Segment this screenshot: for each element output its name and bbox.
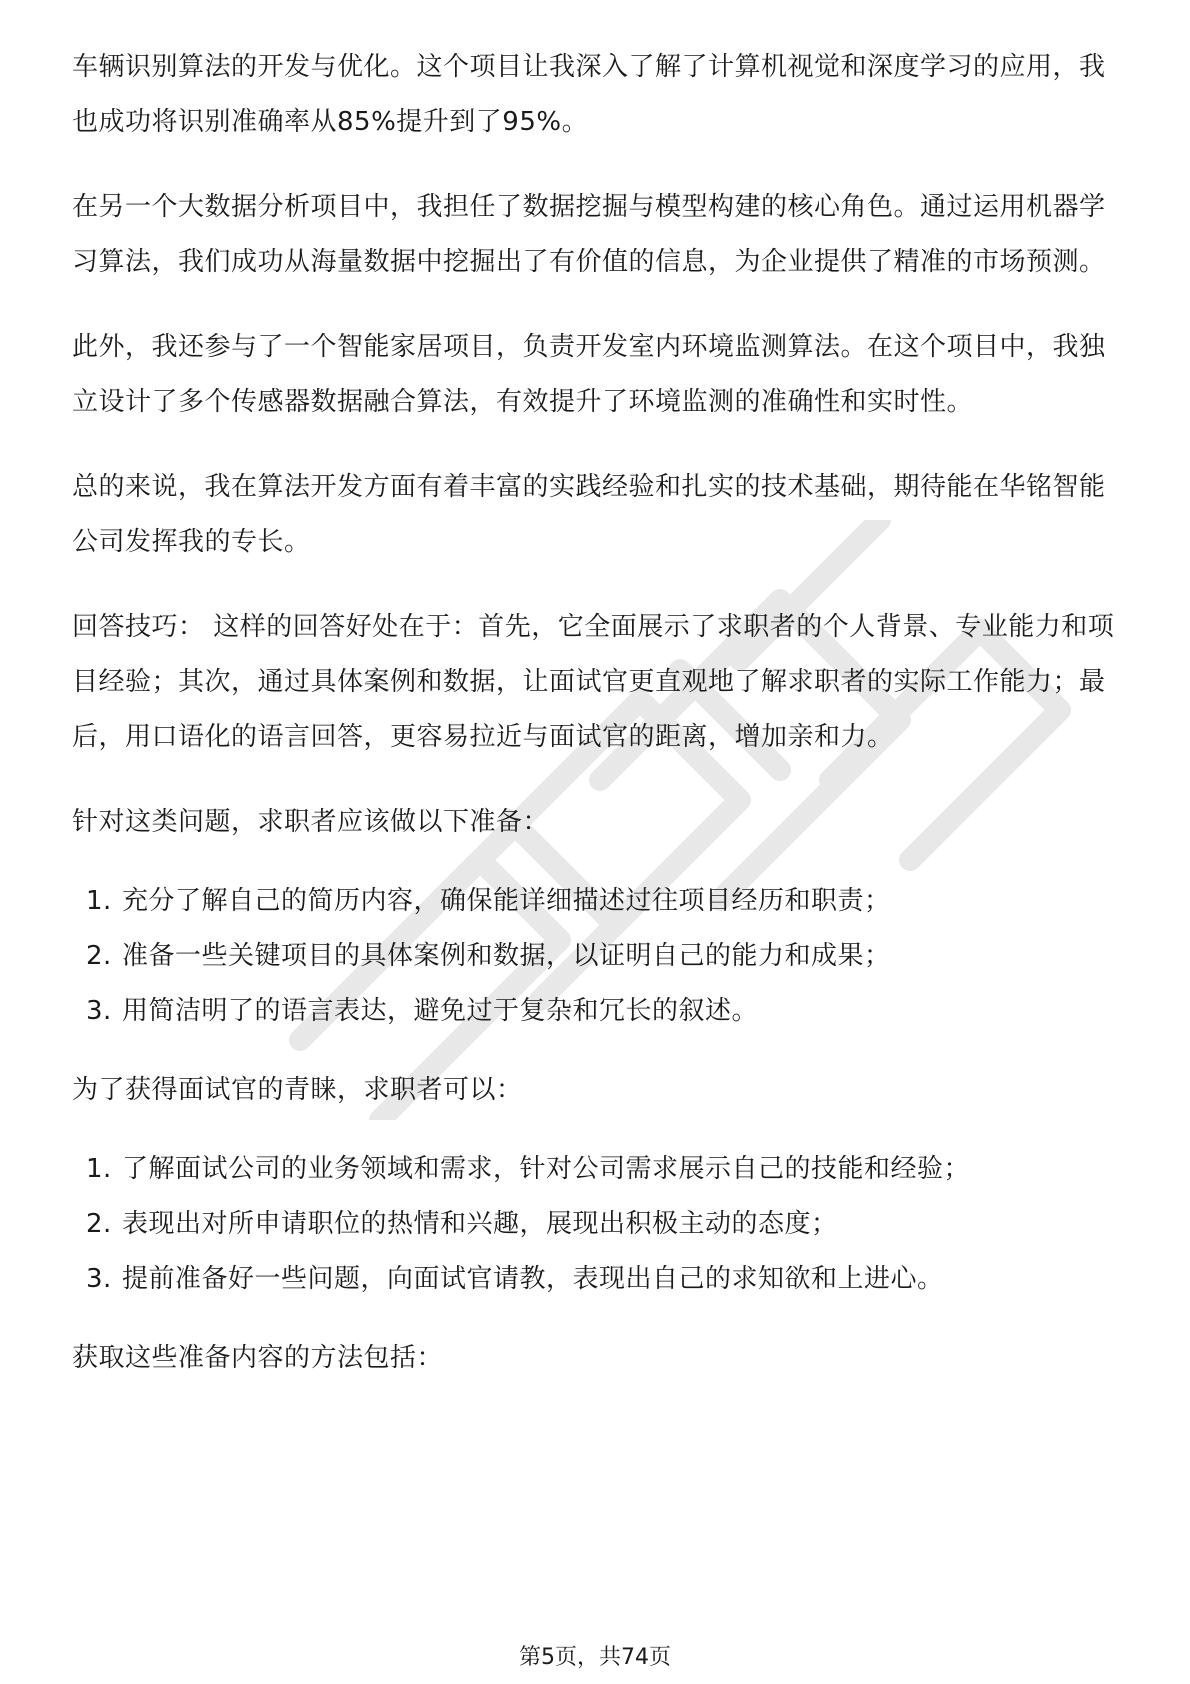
list-number: 2. [86, 1209, 112, 1239]
list-number: 1. [86, 886, 112, 916]
paragraph-preparation-intro: 针对这类问题，求职者应该做以下准备： [72, 807, 550, 837]
list-item [72, 1142, 1122, 1197]
paragraph-project-vehicle: 车辆识别算法的开发与优化。这个项目让我深入了解了计算机视觉和深度学习的应用，我也成功将识别准确率从85%提升到了95%。 [72, 52, 1106, 137]
list-number: 3. [86, 1264, 112, 1294]
list-number: 3. [86, 996, 112, 1026]
paragraph-project-bigdata: 在另一个大数据分析项目中，我担任了数据挖掘与模型构建的核心角色。通过运用机器学习算法，我们成功从海量数据中挖掘出了有价值的信息，为企业提供了精准的市场预测。 [72, 192, 1106, 277]
list-text: 了解面试公司的业务领域和需求，针对公司需求展示自己的技能和经验； [122, 1154, 971, 1184]
list-item [72, 1197, 1122, 1252]
list-item [72, 874, 1122, 929]
paragraph-favor-intro: 为了获得面试官的青睐，求职者可以： [72, 1075, 523, 1105]
list-item [72, 929, 1122, 984]
list-text: 用简洁明了的语言表达，避免过于复杂和冗长的叙述。 [122, 996, 759, 1026]
list-text: 准备一些关键项目的具体案例和数据，以证明自己的能力和成果； [122, 941, 891, 971]
preparation-list [72, 874, 1122, 1039]
list-item [72, 984, 1122, 1039]
list-text: 提前准备好一些问题，向面试官请教，表现出自己的求知欲和上进心。 [122, 1264, 944, 1294]
list-text: 表现出对所申请职位的热情和兴趣，展现出积极主动的态度； [122, 1209, 838, 1239]
page-number: 第5页，共74页 [519, 1645, 671, 1670]
list-number: 1. [86, 1154, 112, 1184]
paragraph-methods-intro: 获取这些准备内容的方法包括： [72, 1343, 444, 1373]
paragraph-summary: 总的来说，我在算法开发方面有着丰富的实践经验和扎实的技术基础，期待能在华铭智能公司发挥我的专长。 [72, 472, 1106, 557]
list-number: 2. [86, 941, 112, 971]
list-text: 充分了解自己的简历内容，确保能详细描述过往项目经历和职责； [122, 886, 891, 916]
list-item [72, 1252, 1122, 1307]
paragraph-answer-tips: 回答技巧： 这样的回答好处在于：首先，它全面展示了求职者的个人背景、专业能力和项目经验；其次，通过具体案例和数据，让面试官更直观地了解求职者的实际工作能力；最后，用口语化的语言回答，更容易拉近与面试官的距离，增加亲和力。 [72, 612, 1115, 752]
favor-list [72, 1142, 1122, 1307]
paragraph-project-smarthome: 此外，我还参与了一个智能家居项目，负责开发室内环境监测算法。在这个项目中，我独立设计了多个传感器数据融合算法，有效提升了环境监测的准确性和实时性。 [72, 332, 1106, 417]
document-body [72, 40, 1122, 1386]
